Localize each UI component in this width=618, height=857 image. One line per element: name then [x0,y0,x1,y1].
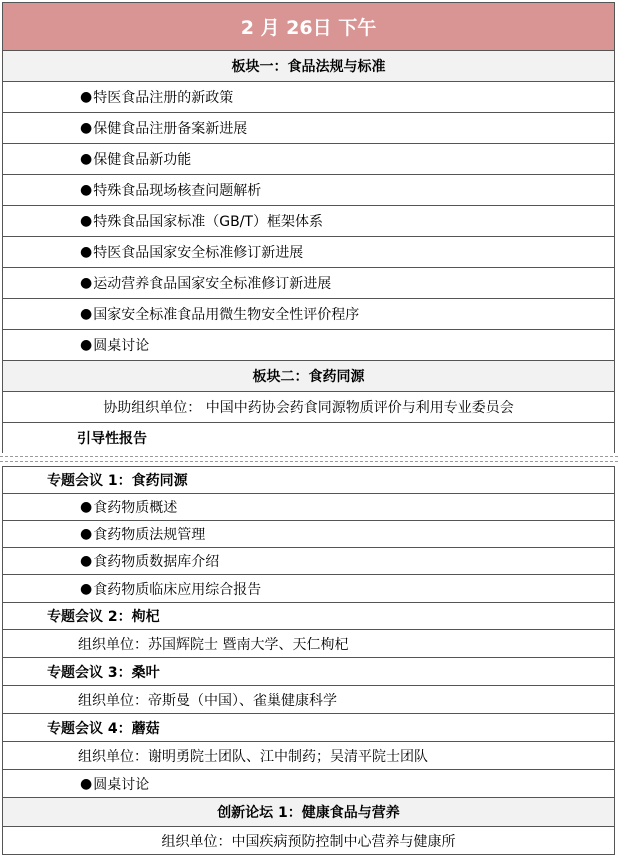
topic-2-org-text: 组织单位：苏国辉院士 暨南大学、天仁枸杞 [78,636,349,653]
session-title-text: 2 月 26日 下午 [240,17,377,39]
list-item [3,521,614,548]
bullet-icon: ● [80,306,93,322]
page-break-line [0,461,618,462]
item-text: 特医食品注册的新政策 [93,90,234,106]
bullet-icon: ● [80,89,93,105]
forum-1-header [3,798,614,827]
item-text: 运动营养食品国家安全标准修订新进展 [93,276,332,292]
assist-org-text: 协助组织单位： 中国中药协会药食同源物质评价与利用专业委员会 [103,400,514,416]
list-item [3,494,614,521]
forum-1-org-text: 组织单位：中国疾病预防控制中心营养与健康所 [161,833,456,850]
list-item [3,548,614,575]
topic-3-org [3,686,614,714]
bullet-icon: ● [80,499,93,515]
list-item [3,268,614,299]
list-item [3,237,614,268]
item-text: 食药物质法规管理 [93,527,206,543]
topic-4-title: 专题会议 4：蘑菇 [47,720,160,737]
item-text: 国家安全标准食品用微生物安全性评价程序 [93,307,360,323]
bullet-icon: ● [80,775,93,792]
forum-1-title: 创新论坛 1：健康食品与营养 [217,805,400,821]
page-break [0,455,618,464]
topic-3-org-text: 组织单位：帝斯曼（中国）、雀巢健康科学 [78,692,337,709]
topic-4-org [3,742,614,770]
topic-4-header [3,714,614,742]
list-item [3,206,614,237]
list-item [3,113,614,144]
list-item [3,330,614,361]
lead-report-text: 引导性报告 [77,431,147,447]
lead-report-row [3,423,614,453]
bullet-icon: ● [80,337,93,353]
bullet-icon: ● [80,580,93,597]
list-item [3,82,614,113]
bullet-icon: ● [80,213,93,229]
bullet-icon: ● [80,120,93,136]
topic-1-header [3,467,614,494]
item-text: 食药物质数据库介绍 [93,554,220,570]
topic-1-title: 专题会议 1：食药同源 [47,473,188,489]
topic-3-title: 专题会议 3：桑叶 [47,664,160,681]
list-item [3,575,614,603]
schedule-table-lower [2,466,615,855]
topic-2-org [3,630,614,658]
item-text: 特医食品国家安全标准修订新进展 [93,245,304,261]
item-text: 圆桌讨论 [93,776,150,793]
item-text: 圆桌讨论 [93,338,150,354]
forum-1-org [3,827,614,855]
section-2-title: 板块二：食药同源 [252,369,365,385]
bullet-icon: ● [80,244,93,260]
item-text: 食药物质临床应用综合报告 [93,581,262,598]
section-1-header [3,51,614,82]
page-break-line [0,456,618,457]
item-text: 特殊食品国家标准（GB/T）框架体系 [93,214,323,230]
bullet-icon: ● [80,526,93,542]
list-item [3,770,614,798]
list-item [3,175,614,206]
session-title [3,3,614,51]
item-text: 特殊食品现场核查问题解析 [93,183,262,199]
list-item [3,299,614,330]
topic-2-header [3,603,614,630]
item-text: 保健食品注册备案新进展 [93,121,248,137]
item-text: 食药物质概述 [93,500,178,516]
bullet-icon: ● [80,275,93,291]
bullet-icon: ● [80,553,93,569]
section-1-title: 板块一：食品法规与标准 [231,59,386,75]
section-2-header [3,361,614,392]
schedule-table-upper [2,2,615,453]
bullet-icon: ● [80,182,93,198]
bullet-icon: ● [80,151,93,167]
assist-org-row [3,392,614,423]
topic-4-org-text: 组织单位：谢明勇院士团队、江中制药；吴清平院士团队 [78,748,428,765]
topic-2-title: 专题会议 2：枸杞 [47,609,160,625]
item-text: 保健食品新功能 [93,152,192,168]
topic-3-header [3,658,614,686]
list-item [3,144,614,175]
